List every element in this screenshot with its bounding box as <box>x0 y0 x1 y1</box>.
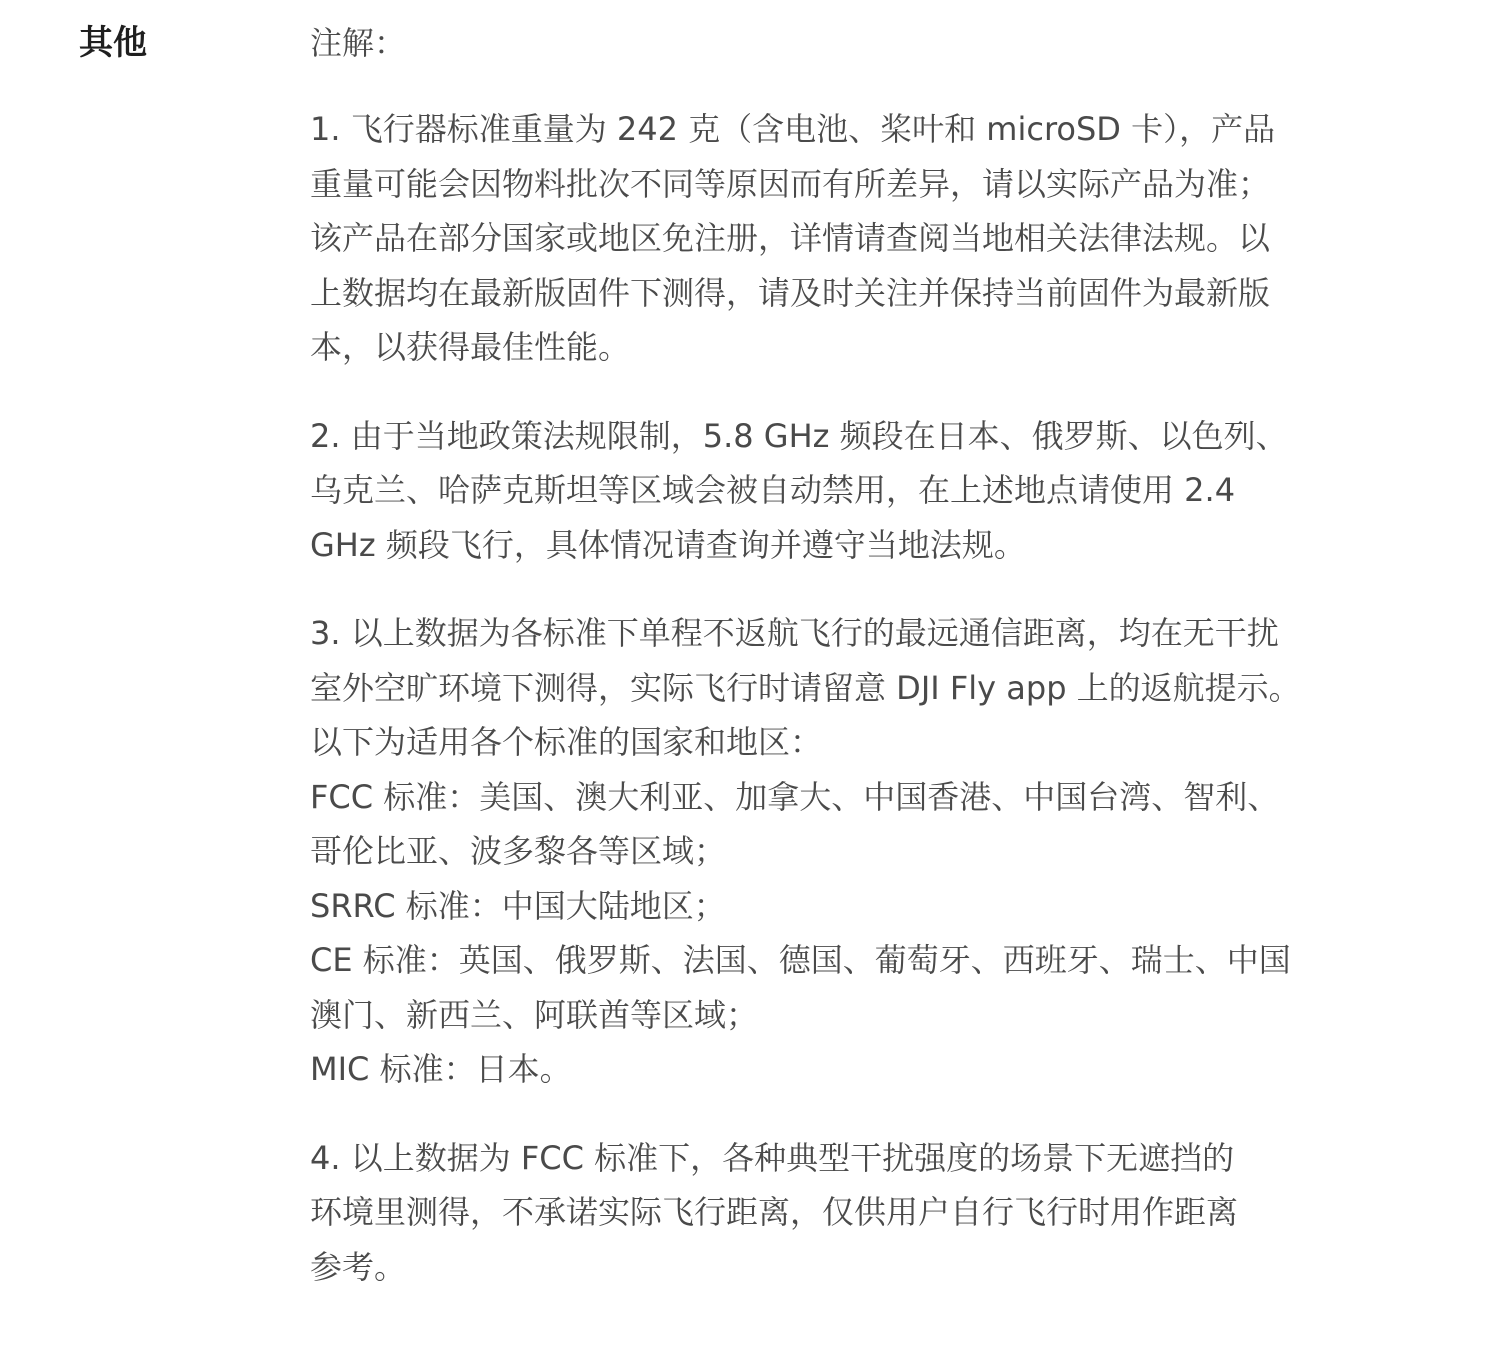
note-3 <box>310 606 1420 1097</box>
note-line: 3. 以上数据为各标准下单程不返航飞行的最远通信距离，均在无干扰 <box>310 614 1279 652</box>
note-line: 哥伦比亚、波多黎各等区域； <box>310 832 727 870</box>
note-line: MIC 标准：日本。 <box>310 1050 572 1088</box>
note-line: GHz 频段飞行，具体情况请查询并遵守当地法规。 <box>310 525 1026 564</box>
note-line: 澳门、新西兰、阿联酋等区域； <box>310 995 759 1034</box>
notes-heading: 注解： <box>310 24 407 62</box>
note-line: 以下为适用各个标准的国家和地区： <box>310 723 823 761</box>
note-4 <box>310 1131 1420 1295</box>
note-line: 1. 飞行器标准重量为 242 克（含电池、桨叶和 microSD 卡），产品 <box>310 110 1276 148</box>
note-2 <box>310 409 1420 573</box>
note-line: 环境里测得，不承诺实际飞行距离，仅供用户自行飞行时用作距离 <box>310 1193 1239 1231</box>
note-line: 参考。 <box>310 1247 407 1286</box>
notes-content <box>310 18 1420 1328</box>
note-1 <box>310 102 1420 375</box>
note-line: 重量可能会因物料批次不同等原因而有所差异，请以实际产品为准； <box>310 164 1271 203</box>
note-line: 4. 以上数据为 FCC 标准下，各种典型干扰强度的场景下无遮挡的 <box>310 1138 1235 1177</box>
note-line: 2. 由于当地政策法规限制，5.8 GHz 频段在日本、俄罗斯、以色列、 <box>310 416 1288 455</box>
note-line: 上数据均在最新版固件下测得，请及时关注并保持当前固件为最新版 <box>310 273 1271 312</box>
note-line: 室外空旷环境下测得，实际飞行时请留意 DJI Fly app 上的返航提示。 <box>310 668 1301 707</box>
note-line: FCC 标准：美国、澳大利亚、加拿大、中国香港、中国台湾、智利、 <box>310 777 1280 816</box>
note-line: 本，以获得最佳性能。 <box>310 328 631 366</box>
note-line: CE 标准：英国、俄罗斯、法国、德国、葡萄牙、西班牙、瑞士、中国 <box>310 941 1291 979</box>
section-title: 其他 <box>79 23 147 63</box>
note-line: SRRC 标准：中国大陆地区； <box>310 886 726 925</box>
note-line: 该产品在部分国家或地区免注册，详情请查阅当地相关法律法规。以 <box>310 219 1271 257</box>
note-line: 乌克兰、哈萨克斯坦等区域会被自动禁用，在上述地点请使用 2.4 <box>310 471 1236 509</box>
